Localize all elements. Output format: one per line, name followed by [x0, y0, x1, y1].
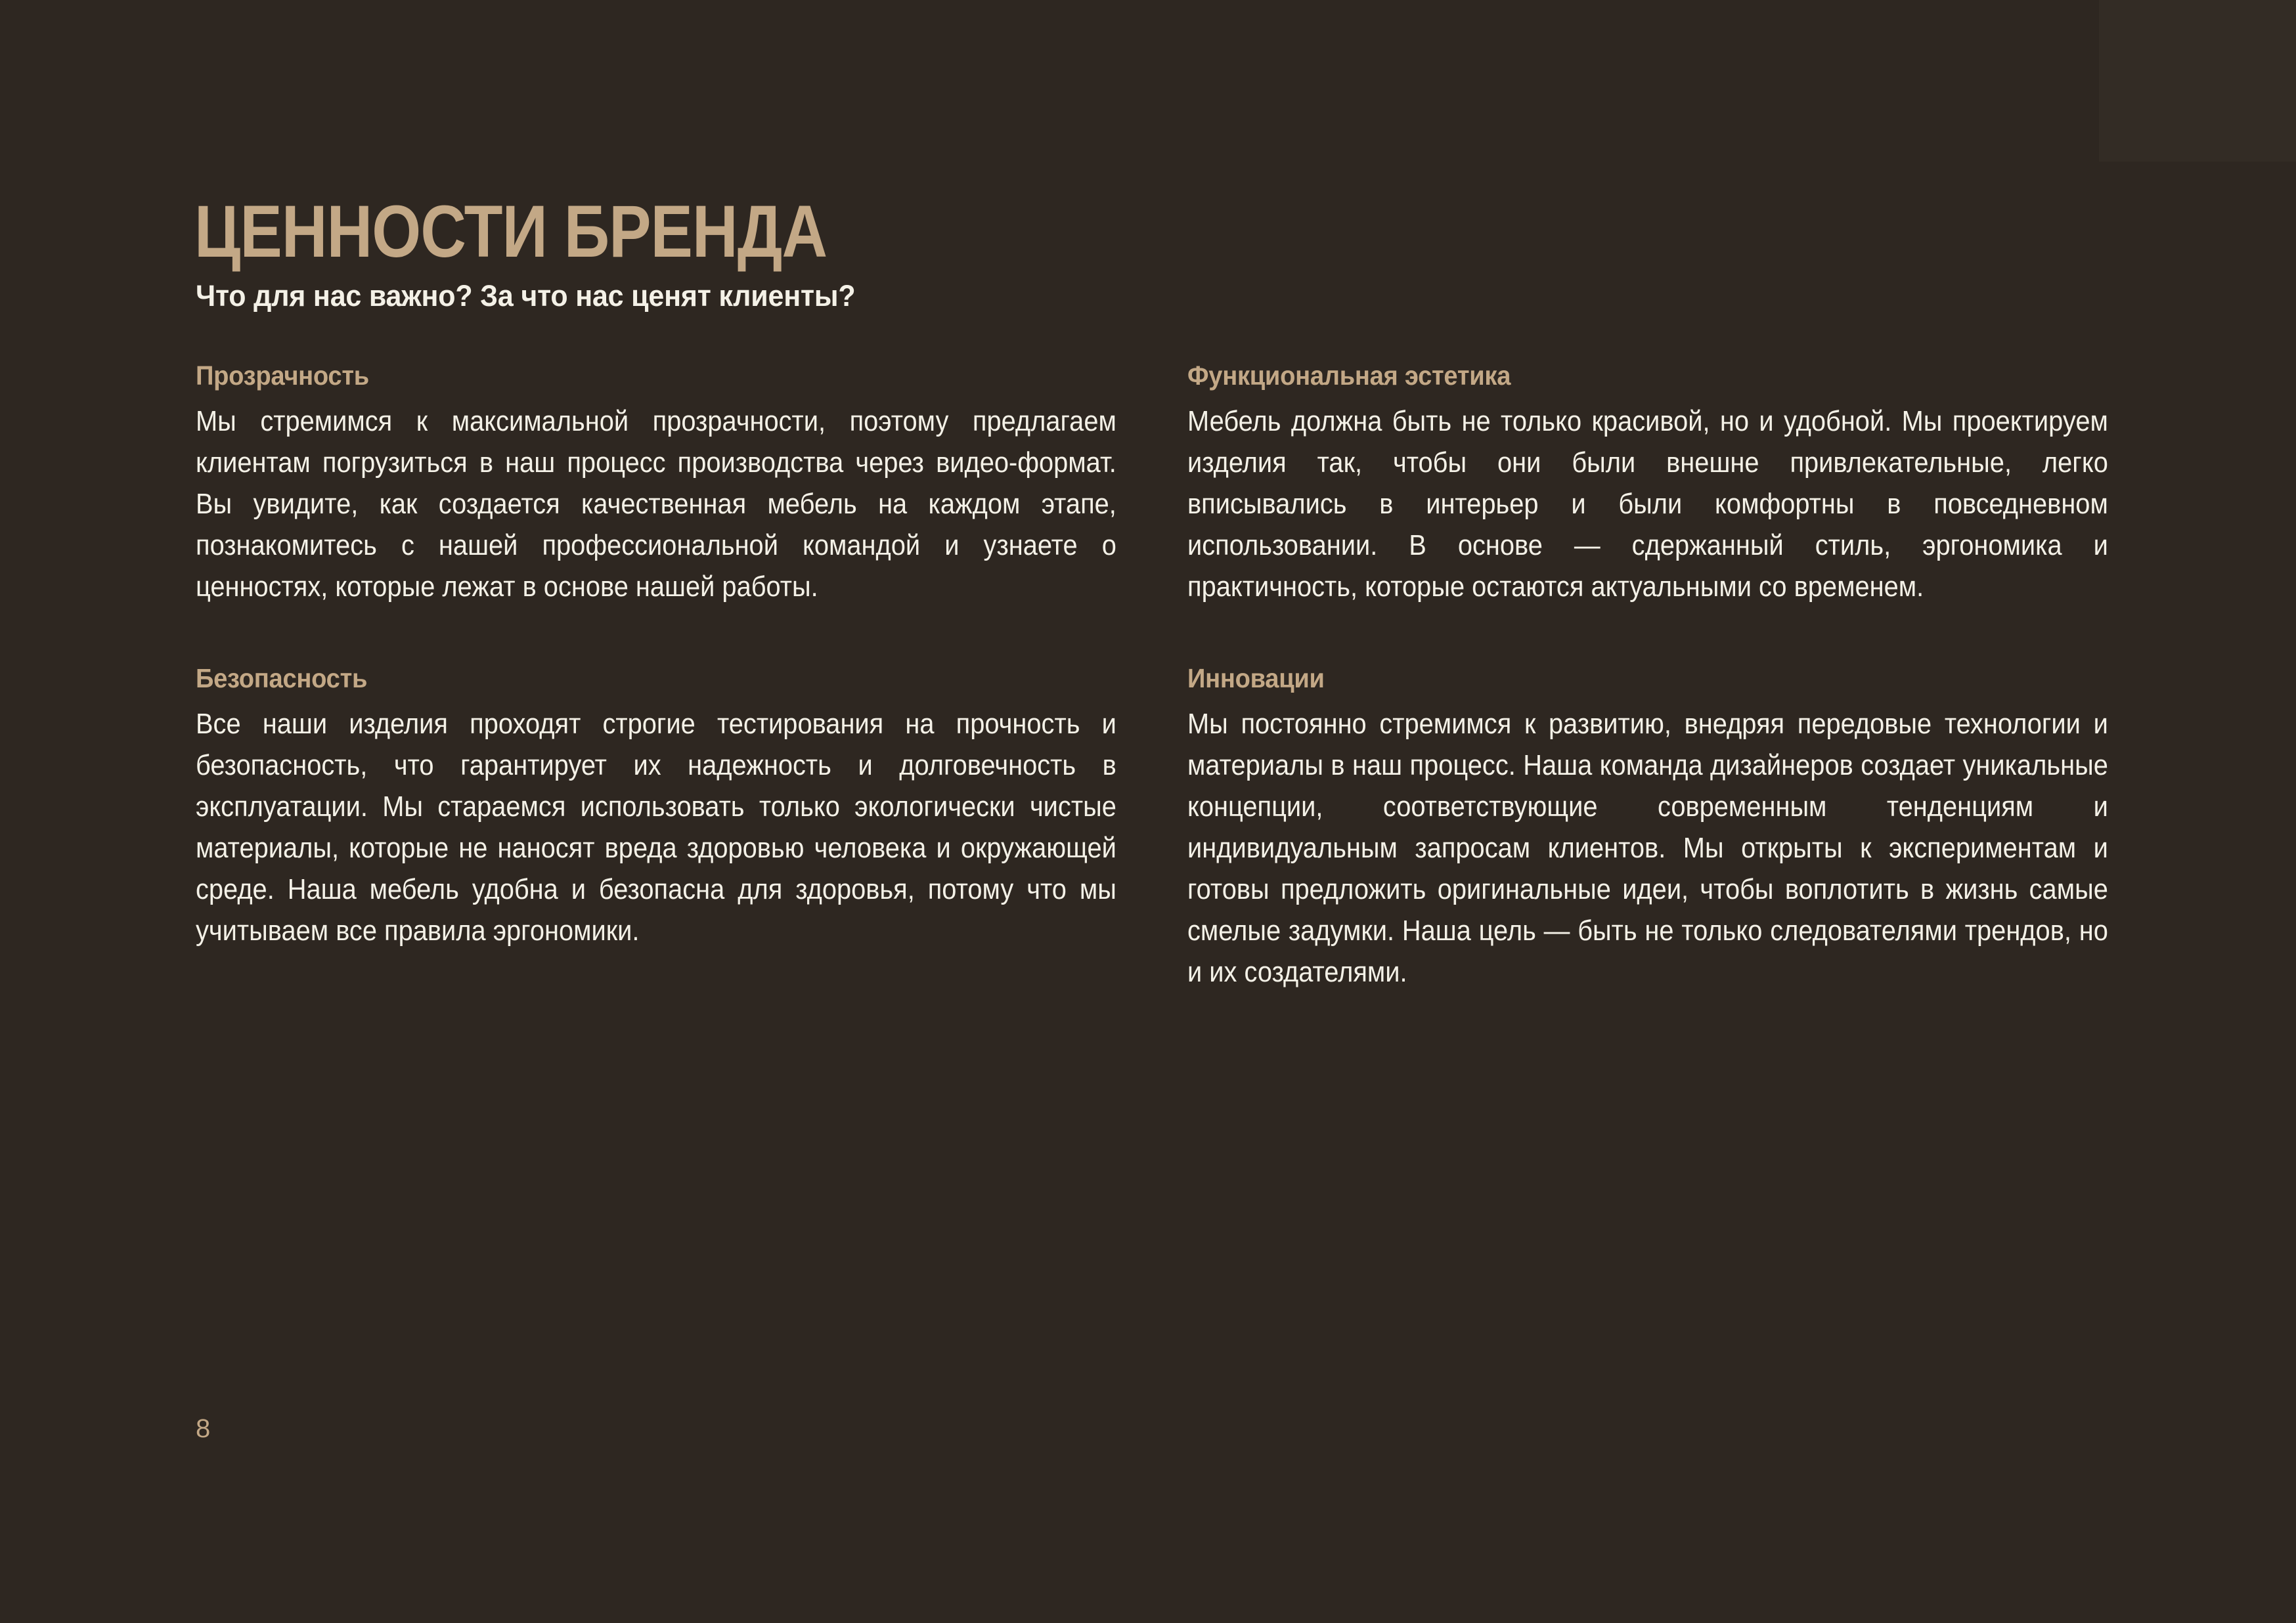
- section-body-innovation: Мы постоянно стремимся к развитию, внедряя передовые технологии и материалы в наш процесс. Наша команда дизайнеров создает уникальные концепции, соответствующие современным тенденциям и индивидуальным запросам клиентов. Мы открыты к экспериментам и готовы предложить оригинальные идеи, чтобы воплотить в жизнь самые смелые задумки. Наша цель — быть не только следователями трендов, но и их создателями.: [1187, 708, 2108, 989]
- section-functional-aesthetics: [1187, 360, 2108, 607]
- section-heading-safety: Безопасность: [196, 663, 368, 694]
- section-safety: [196, 662, 1116, 951]
- column-right: [1187, 360, 2108, 993]
- section-transparency: [196, 360, 1116, 607]
- column-left: [196, 360, 1116, 993]
- section-heading-innovation: Инновации: [1187, 663, 1325, 694]
- section-innovation: [1187, 662, 2108, 993]
- page-number: 8: [196, 1414, 211, 1443]
- page-subtitle: Что для нас важно? За что нас ценят клиенты?: [196, 279, 856, 313]
- section-heading-functional-aesthetics: Функциональная эстетика: [1187, 360, 1511, 391]
- corner-panel-artifact: [2099, 0, 2296, 162]
- section-body-functional-aesthetics: Мебель должна быть не только красивой, но и удобной. Мы проектируем изделия так, чтобы они были внешне привлекательные, легко вписывались в интерьер и были комфортны в повседневном использовании. В основе — сдержанный стиль, эргономика и практичность, которые остаются актуальными со временем.: [1187, 405, 2108, 603]
- section-body-safety: Все наши изделия проходят строгие тестирования на прочность и безопасность, что гарантирует их надежность и долговечность в эксплуатации. Мы стараемся использовать только экологически чистые материалы, которые не наносят вреда здоровью человека и окружающей среде. Наша мебель удобна и безопасна для здоровья, потому что мы учитываем все правила эргономики.: [196, 708, 1116, 947]
- content-columns: [196, 360, 2108, 993]
- section-body-transparency: Мы стремимся к максимальной прозрачности, поэтому предлагаем клиентам погрузиться в наш процесс производства через видео-формат. Вы увидите, как создается качественная мебель на каждом этапе, познакомитесь с нашей профессиональной командой и узнаете о ценностях, которые лежат в основе нашей работы.: [196, 405, 1116, 603]
- page-title: ЦЕННОСТИ БРЕНДА: [194, 190, 828, 273]
- section-heading-transparency: Прозрачность: [196, 360, 369, 391]
